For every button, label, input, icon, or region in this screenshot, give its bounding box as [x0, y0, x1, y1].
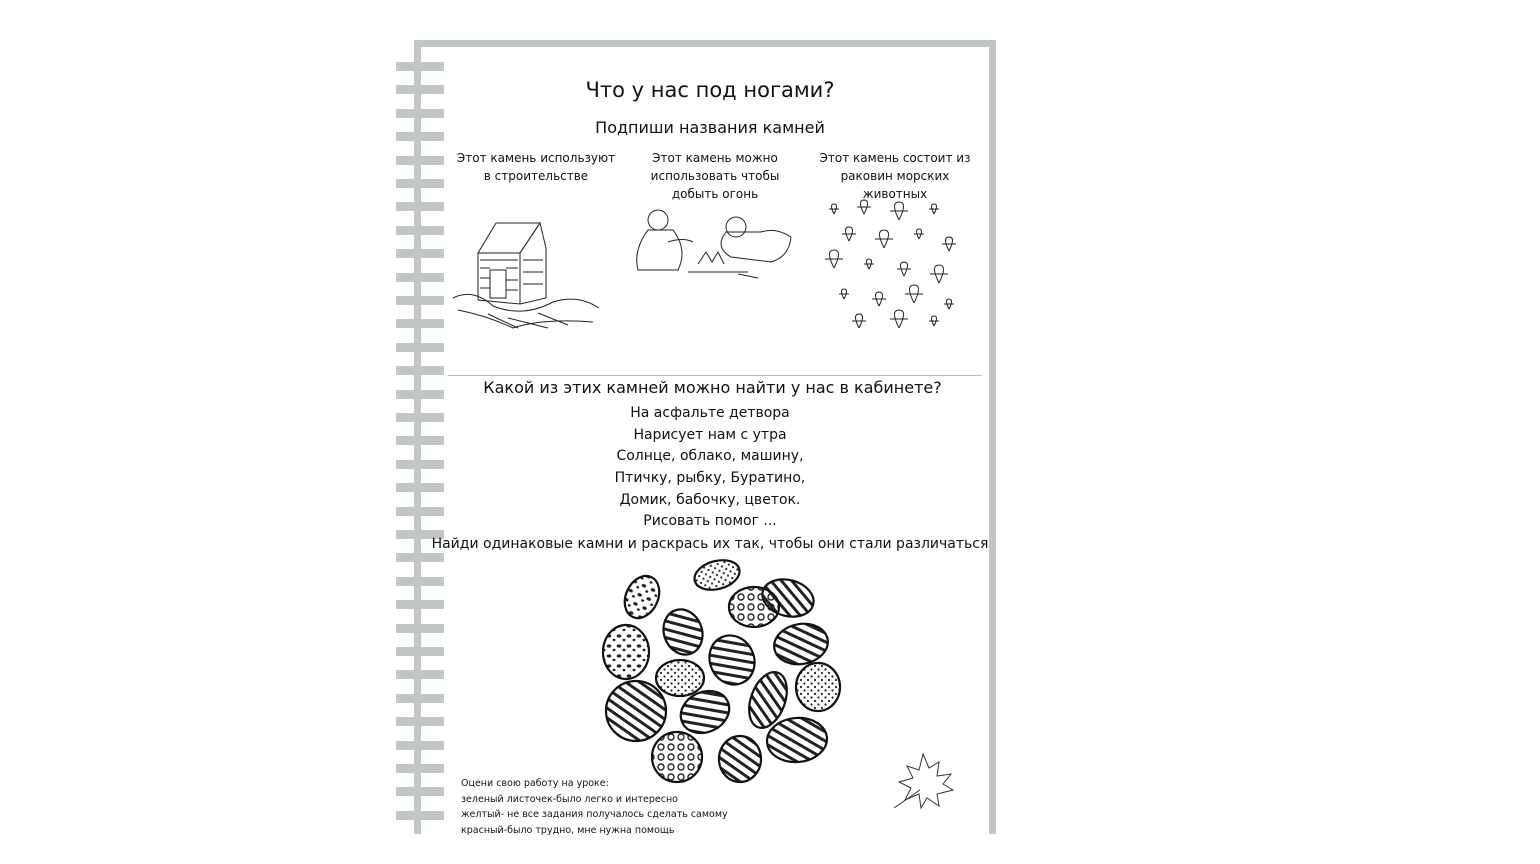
sea-shells-illustration — [824, 199, 964, 331]
stone-outline — [796, 663, 840, 711]
binding-ring — [396, 296, 444, 305]
binding-ring — [396, 62, 444, 71]
worksheet-title: Что у нас под ногами? — [585, 78, 835, 102]
binding-ring — [396, 249, 444, 258]
binding-ring — [396, 132, 444, 141]
binding-ring — [396, 577, 444, 586]
poem-line: Домик, бабочку, цветок. — [619, 491, 801, 508]
binding-ring — [396, 202, 444, 211]
binding-ring — [396, 366, 444, 375]
binding-ring — [396, 319, 444, 328]
assessment-line: красный-было трудно, мне нужна помощь — [461, 824, 675, 836]
binding-ring — [396, 553, 444, 562]
shell-shape — [872, 292, 886, 306]
binding-ring — [396, 764, 444, 773]
binding-ring — [396, 460, 444, 469]
question-heading: Какой из этих камней можно найти у нас в кабинете? — [483, 378, 942, 397]
shell-shape — [944, 299, 954, 309]
maple-leaf-icon — [886, 750, 960, 812]
stone-outline — [765, 715, 829, 764]
shell-shape — [942, 237, 956, 251]
shell-shape — [829, 204, 839, 214]
shell-shape — [839, 289, 849, 299]
stone-outline — [656, 660, 704, 696]
binding-ring — [396, 343, 444, 352]
binding-ring — [396, 413, 444, 422]
binding-ring — [396, 647, 444, 656]
binding-ring — [396, 179, 444, 188]
stone-outline — [657, 604, 708, 660]
caption-building-stone: Этот камень используют в строительстве — [456, 151, 616, 183]
shell-shape — [852, 314, 866, 328]
binding-ring — [396, 741, 444, 750]
stone-house-illustration — [448, 218, 604, 334]
assessment-line: зеленый листочек-было легко и интересно — [461, 793, 678, 805]
poem-line: Солнце, облако, машину, — [616, 448, 804, 465]
binding-ring — [396, 787, 444, 796]
binding-ring — [396, 436, 444, 445]
binding-ring — [396, 109, 444, 118]
stone-outline — [652, 732, 702, 782]
shell-shape — [929, 316, 939, 326]
binding-ring — [396, 483, 444, 492]
binding-ring — [396, 226, 444, 235]
shell-shape — [890, 202, 908, 220]
stone-outline — [603, 625, 649, 679]
poem-line: Нарисует нам с утра — [633, 426, 787, 443]
stone-outline — [691, 556, 743, 595]
binding-ring — [396, 624, 444, 633]
stones-coloring-area — [596, 552, 854, 788]
poem-line: Птичку, рыбку, Буратино, — [614, 470, 806, 487]
stone-outline — [606, 681, 666, 741]
poem-line: Рисовать помог ... — [643, 513, 777, 530]
binding-ring — [396, 694, 444, 703]
binding-ring — [396, 507, 444, 516]
spiral-binding — [396, 62, 444, 832]
poem-line: На асфальте детвора — [630, 405, 790, 421]
assessment-line: Оцени свою работу на уроке: — [461, 778, 609, 789]
stone-outline — [729, 587, 779, 627]
cavemen-fire-illustration — [628, 202, 800, 280]
shell-shape — [905, 285, 923, 303]
shell-shape — [930, 265, 948, 283]
riddle-poem — [560, 403, 860, 533]
shell-shape — [897, 262, 911, 276]
stone-outline — [701, 628, 762, 692]
shell-shape — [864, 259, 874, 269]
binding-ring — [396, 156, 444, 165]
shell-shape — [929, 204, 939, 214]
shell-shape — [890, 310, 908, 328]
stone-outline — [618, 570, 666, 623]
binding-ring — [396, 811, 444, 820]
worksheet-subtitle: Подпиши названия камней — [595, 118, 825, 137]
coloring-task: Найди одинаковые камни и раскрась их так, чтобы они стали различаться — [431, 536, 989, 552]
self-assessment — [461, 776, 728, 838]
binding-ring — [396, 600, 444, 609]
binding-ring — [396, 273, 444, 282]
shell-shape — [857, 200, 871, 214]
binding-ring — [396, 390, 444, 399]
caption-shell-stone: Этот камень состоит из раковин морских животных — [819, 151, 971, 201]
binding-ring — [396, 717, 444, 726]
shell-shape — [914, 229, 924, 239]
binding-ring — [396, 85, 444, 94]
caption-fire-stone: Этот камень можно использовать чтобы добыть огонь — [650, 151, 780, 201]
shell-shape — [842, 227, 856, 241]
shell-shape — [825, 250, 843, 268]
assessment-line: желтый- не все задания получалось сделать самому — [461, 809, 728, 820]
section-divider — [448, 375, 982, 376]
shell-shape — [875, 230, 893, 248]
binding-ring — [396, 670, 444, 679]
stone-outline — [771, 620, 831, 669]
